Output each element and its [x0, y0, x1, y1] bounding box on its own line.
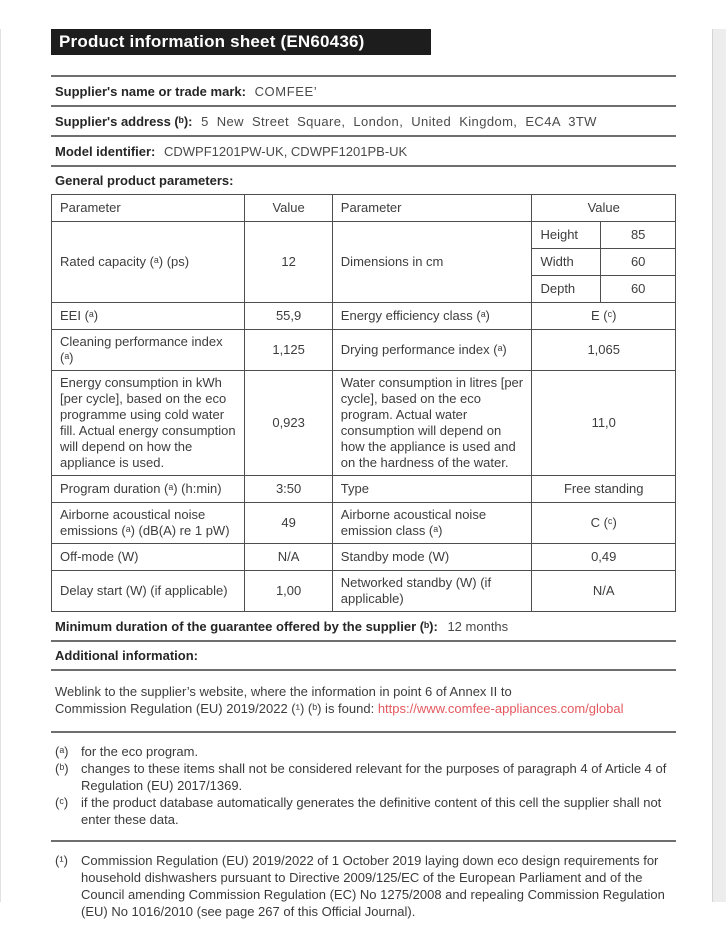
dimension-width-label: Width	[532, 249, 600, 276]
value-program-duration: 3:50	[245, 476, 332, 503]
param-cleaning-index: Cleaning performance index (ᵃ)	[52, 330, 245, 371]
header-parameter-left: Parameter	[52, 195, 245, 222]
footnote-a	[55, 743, 676, 760]
param-networked-standby: Networked standby (W) (if applicable)	[332, 571, 532, 612]
weblink-text-prefix: Commission Regulation (EU) 2019/2022 (¹) (ᵇ) is found:	[55, 701, 378, 716]
table-header-row	[52, 195, 676, 222]
footnotes-section	[51, 733, 676, 842]
guarantee-value: 12 months	[447, 619, 509, 634]
value-eei: 55,9	[245, 303, 332, 330]
param-drying-index: Drying performance index (ᵃ)	[332, 330, 532, 371]
dimension-height-label: Height	[532, 222, 600, 249]
footnote-b	[55, 760, 676, 794]
supplier-name-label: Supplier's name or trade mark:	[55, 84, 246, 99]
supplier-address-label: Supplier's address (ᵇ):	[55, 114, 193, 129]
value-energy-consumption: 0,923	[245, 371, 332, 476]
param-program-duration: Program duration (ᵃ) (h:min)	[52, 476, 245, 503]
value-drying-index: 1,065	[532, 330, 676, 371]
value-water-consumption: 11,0	[532, 371, 676, 476]
dimension-row-depth	[532, 276, 675, 303]
value-noise-class: C (ᶜ)	[532, 503, 676, 544]
footnote-a-marker: (ᵃ)	[55, 744, 69, 759]
param-eei: EEI (ᵃ)	[52, 303, 245, 330]
header-parameter-right: Parameter	[332, 195, 532, 222]
table-row-noise	[52, 503, 676, 544]
table-row-eei	[52, 303, 676, 330]
regulation-note	[55, 852, 676, 920]
table-row-offmode-standby	[52, 544, 676, 571]
header-value-left: Value	[245, 195, 332, 222]
param-standby-mode: Standby mode (W)	[332, 544, 532, 571]
param-off-mode: Off-mode (W)	[52, 544, 245, 571]
guarantee-label: Minimum duration of the guarantee offered by the supplier (ᵇ):	[55, 619, 438, 634]
footnote-b-text: changes to these items shall not be considered relevant for the purposes of paragraph 4 of Article 4 of Regulation (EU) 2017/1369.	[81, 761, 667, 793]
value-rated-capacity: 12	[245, 222, 332, 303]
dimension-row-height	[532, 222, 675, 249]
footnote-c-text: if the product database automatically generates the definitive content of this cell the supplier shall not enter these data.	[81, 795, 662, 827]
model-identifier-label: Model identifier:	[55, 144, 156, 159]
param-rated-capacity: Rated capacity (ᵃ) (ps)	[52, 222, 245, 303]
header-value-right: Value	[532, 195, 676, 222]
footnote-c	[55, 794, 676, 828]
general-parameters-heading: General product parameters:	[51, 165, 676, 194]
table-row-cleaning-drying	[52, 330, 676, 371]
guarantee-row	[51, 612, 676, 642]
param-delay-start: Delay start (W) (if applicable)	[52, 571, 245, 612]
dimension-width-value: 60	[601, 249, 675, 276]
regulation-note-marker: (¹)	[55, 853, 68, 868]
dimension-depth-value: 60	[601, 276, 675, 303]
param-type: Type	[332, 476, 532, 503]
dimensions-subtable-cell	[532, 222, 676, 303]
value-energy-class: E (ᶜ)	[532, 303, 676, 330]
param-dimensions: Dimensions in cm	[332, 222, 532, 303]
table-row-energy-water	[52, 371, 676, 476]
value-noise-emissions: 49	[245, 503, 332, 544]
value-networked-standby: N/A	[532, 571, 676, 612]
page-title-text: Product information sheet (EN60436)	[59, 32, 365, 51]
model-identifier-row	[51, 135, 676, 165]
param-noise-class: Airborne acoustical noise emission class (ᵃ)	[332, 503, 532, 544]
supplier-website-link[interactable]: https://www.comfee-appliances.com/global	[377, 701, 624, 716]
weblink-text-line1: Weblink to the supplier’s website, where the information in point 6 of Annex II to	[55, 684, 512, 699]
regulation-note-text: Commission Regulation (EU) 2019/2022 of 1 October 2019 laying down eco design requirements for household dishwashers pursuant to Directive 2009/125/EC of the European Parliament and of the Council amending Commission Regulation (EC) No 1275/2008 and repealing Commission Regulation (EU) No 1016/2010 (see page 267 of this Official Journal).	[81, 853, 665, 919]
value-delay-start: 1,00	[245, 571, 332, 612]
page-edge-strip	[712, 29, 726, 902]
param-energy-consumption: Energy consumption in kWh [per cycle], based on the eco programme using cold water fill. Actual energy consumption will depend on how the appliance is used.	[52, 371, 245, 476]
model-identifier-value: CDWPF1201PW-UK, CDWPF1201PB-UK	[164, 144, 408, 159]
weblink-text-line2	[55, 700, 676, 717]
table-row-duration-type	[52, 476, 676, 503]
footnote-b-marker: (ᵇ)	[55, 761, 69, 776]
supplier-name-row	[51, 75, 676, 105]
table-row-capacity-dimensions	[52, 222, 676, 303]
footnote-c-marker: (ᶜ)	[55, 795, 69, 810]
param-water-consumption: Water consumption in litres [per cycle], based on the eco program. Actual water consumption will depend on how the appliance is used and on the hardness of the water.	[332, 371, 532, 476]
dimension-height-value: 85	[601, 222, 675, 249]
footnote-a-text: for the eco program.	[81, 744, 199, 759]
product-sheet-page	[1, 29, 726, 930]
supplier-address-row	[51, 105, 676, 135]
dimensions-subtable	[532, 222, 675, 302]
regulation-note-section	[51, 842, 676, 930]
value-standby-mode: 0,49	[532, 544, 676, 571]
supplier-address-value: 5 New Street Square, London, United Kingdom, EC4A 3TW	[201, 114, 597, 129]
param-energy-class: Energy efficiency class (ᵃ)	[332, 303, 532, 330]
dimension-depth-label: Depth	[532, 276, 600, 303]
page-title	[51, 29, 431, 55]
dimension-row-width	[532, 249, 675, 276]
value-type: Free standing	[532, 476, 676, 503]
supplier-info-section	[51, 75, 676, 194]
additional-information-heading: Additional information:	[51, 642, 676, 671]
param-noise-emissions: Airborne acoustical noise emissions (ᵃ) (dB(A) re 1 pW)	[52, 503, 245, 544]
parameters-table	[51, 194, 676, 612]
table-row-delay-networked	[52, 571, 676, 612]
weblink-paragraph	[51, 671, 676, 733]
value-off-mode: N/A	[245, 544, 332, 571]
value-cleaning-index: 1,125	[245, 330, 332, 371]
supplier-name-value: COMFEE’	[254, 84, 318, 99]
